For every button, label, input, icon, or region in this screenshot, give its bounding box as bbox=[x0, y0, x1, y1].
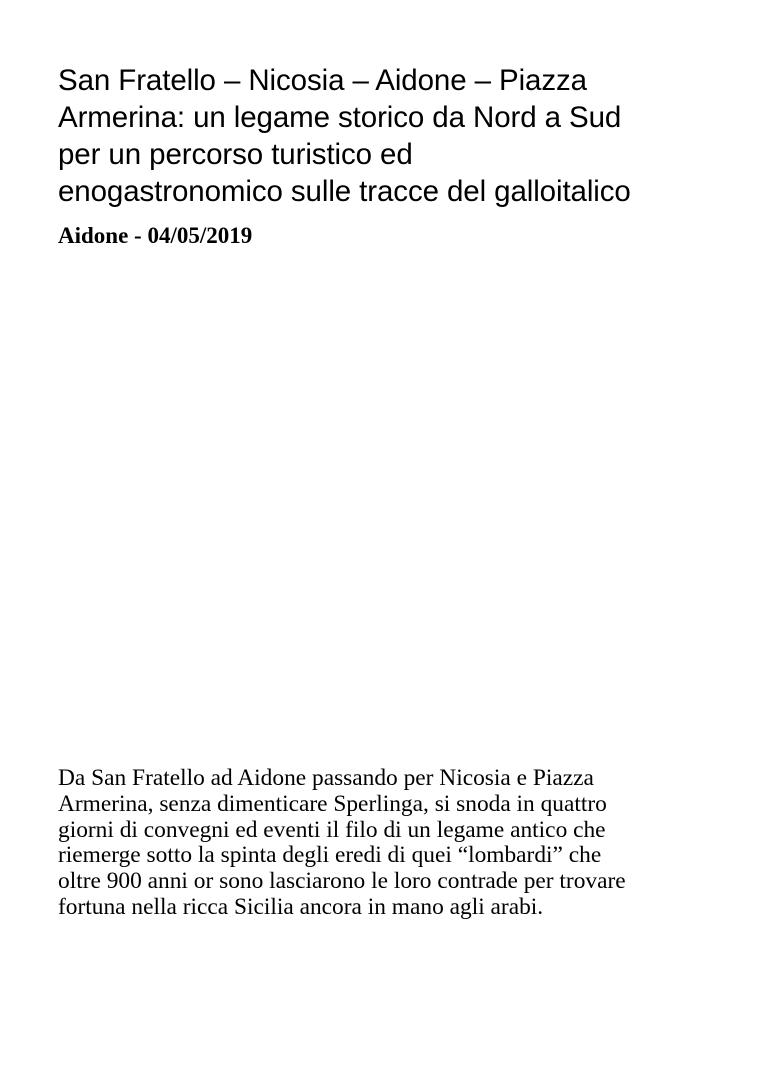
body-line: oltre 900 anni or sono lasciarono le loro contrade per trovare bbox=[58, 868, 626, 895]
body-line: Da San Fratello ad Aidone passando per Nicosia e Piazza bbox=[58, 765, 594, 791]
headline-line: per un percorso turistico ed bbox=[58, 138, 413, 171]
body-line: fortuna nella ricca Sicilia ancora in mano agli arabi. bbox=[58, 893, 544, 920]
body-line: giorni di convegni ed eventi il filo di un legame antico che bbox=[58, 816, 606, 843]
article-body bbox=[58, 766, 718, 921]
headline-line: San Fratello – Nicosia – Aidone – Piazza bbox=[58, 64, 587, 97]
headline-line: Armerina: un legame storico da Nord a Sud bbox=[58, 101, 622, 134]
article-dateline: Aidone - 04/05/2019 bbox=[58, 223, 253, 248]
article-headline bbox=[58, 62, 738, 210]
body-line: riemerge sotto la spinta degli eredi di quei “lombardi” che bbox=[58, 842, 602, 869]
body-line: Armerina, senza dimenticare Sperlinga, si snoda in quattro bbox=[58, 790, 607, 817]
headline-line: enogastronomico sulle tracce del galloitalico bbox=[58, 175, 631, 208]
